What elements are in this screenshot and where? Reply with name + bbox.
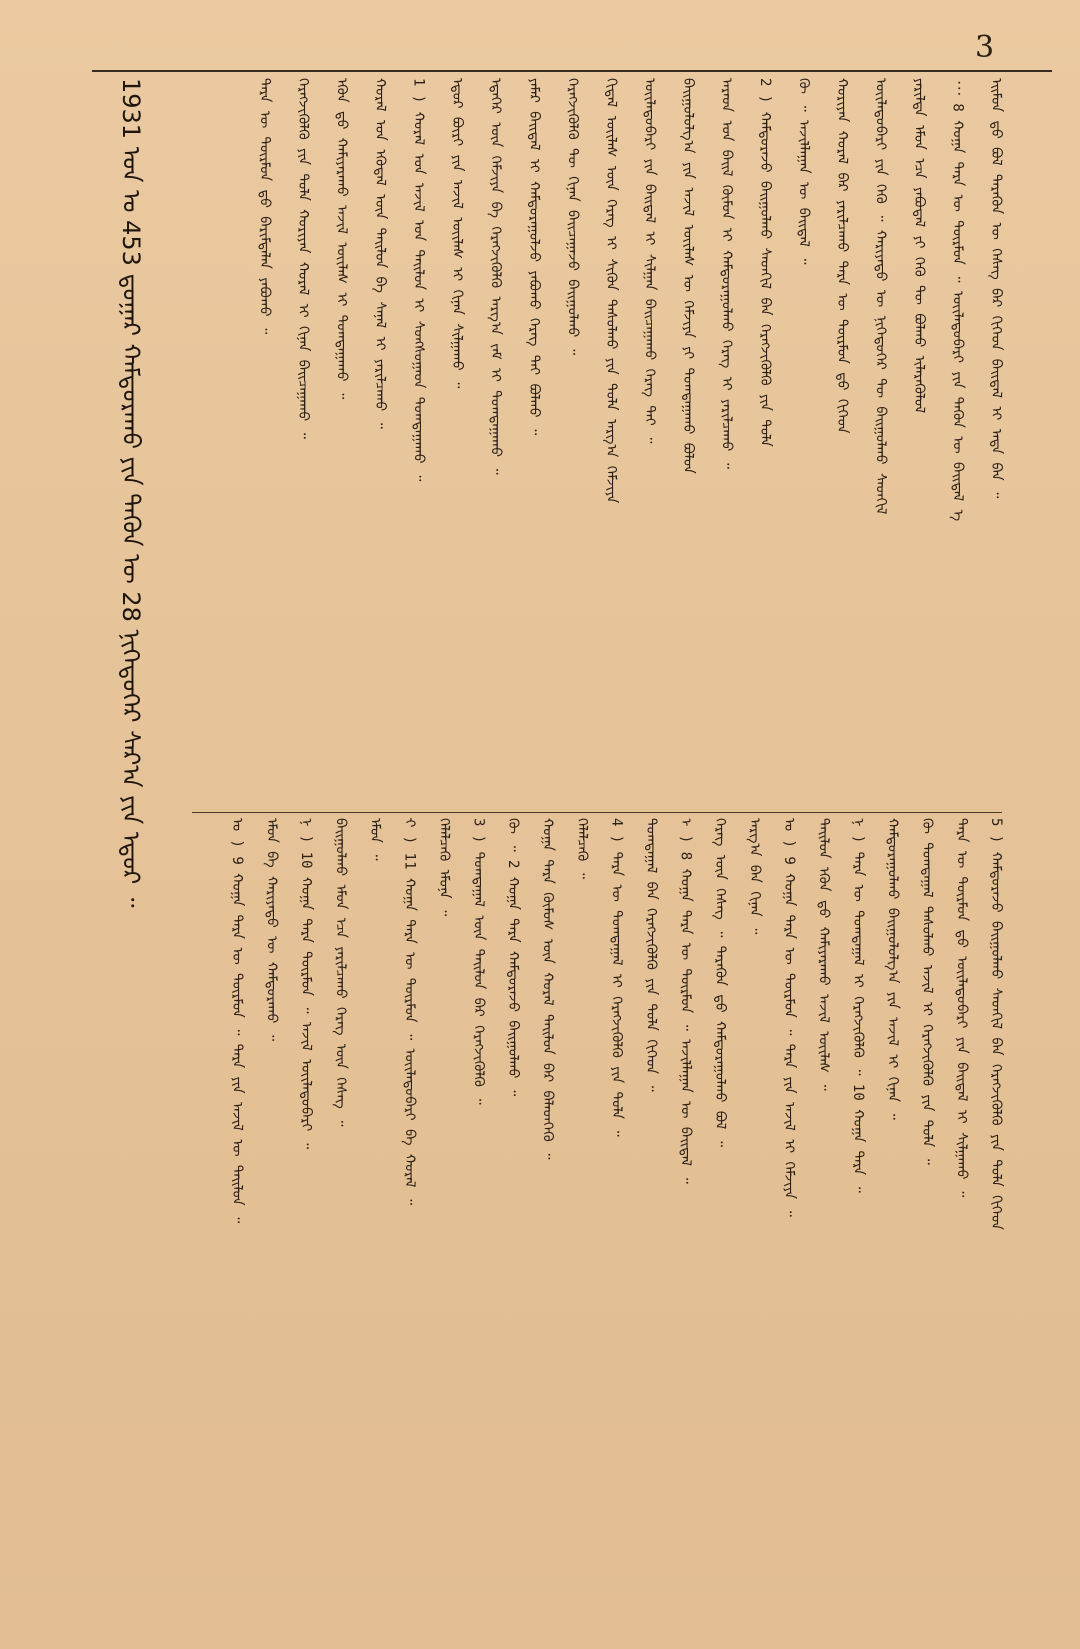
column-text: ᠲᠡᠷᠡ ᠦ ᠳᠦᠷᠮᠦᠨ ᠳ᠋ᠦ ᠦᠢᠯᠡᠳᠦᠪᠡᠷᠢ ᠶᠢᠨ ᠪᠠᠢᠳᠠᠯ ᠢ ᠰᠢᠯᠭᠠᠬᠤ ᠃ [953, 818, 970, 1198]
text-column [431, 818, 457, 1638]
text-column [811, 818, 837, 1638]
column-text: 1 ) ᠬᠤᠷᠠᠯ ᠤᠨ ᠠᠵᠢᠯ ᠤᠨ ᠲᠠᠢᠯᠤᠨ ᠢ ᠰᠣᠩᠰᠣᠭᠠᠳ ᠲᠣᠭᠲᠠᠭᠠᠬᠤ ᠃ [410, 78, 427, 482]
text-column [483, 78, 509, 808]
text-column [466, 818, 492, 1638]
text-column [500, 818, 526, 1638]
footer-date-text: 1931 ᠣᠨ ᠤ 453 ᠳ᠋ᠤᠭᠠᠷ ᠬᠠᠮᠲᠤᠷᠠᠬᠤ ᠶᠢᠨ ᠲᠡᠭᠦᠨ ᠦ 28 ᠨᠢᠭᠡᠳᠦᠭᠡᠷ ᠰᠠᠷ᠎ᠠ ᠶᠢᠨ ᠡᠳᠦᠷ ᠃ [117, 78, 145, 908]
text-column [328, 818, 354, 1638]
column-text: ᠨ ) ᠲᠡᠷᠡ ᠦ ᠲᠣᠭᠲᠠᠭᠠᠯ ᠢ ᠬᠡᠷᠡᠭᠵᠢᠭᠦᠯᠬᠦ ᠃ 10 ᠬᠣᠭᠠ ᠲᠡᠷᠡ ᠃ [850, 818, 866, 1193]
text-column [290, 78, 316, 808]
column-text: ᠲᠠᠢᠯᠤᠨ ᠡᠭᠦᠨ ᠳ᠋ᠦ ᠬᠠᠮᠢᠶᠠᠷᠠᠬᠤ ᠠᠵᠢᠯ ᠦᠢᠯᠡᠰ ᠃ [815, 818, 832, 1091]
column-text: ᠠᠷᠠᠳ ᠤᠨ ᠪᠡᠢᠯ ᠬᠦᠮᠦᠨ ᠢ ᠬᠠᠮᠲᠤᠷᠠᠭᠤᠯᠬᠤ ᠬᠡᠷᠡᠭ ᠢ ᠶᠠᠷᠢᠯᠴᠠᠬᠤ ᠃ [718, 78, 735, 469]
column-text: ᠦᠢᠯᠡᠳᠦᠪᠡᠷᠢ ᠶᠢᠨ ᠪᠠᠢᠳᠠᠯ ᠢ ᠰᠢᠯᠭᠠᠨ ᠪᠠᠢᠴᠠᠭᠠᠬᠤ ᠬᠡᠷᠡᠭ ᠲᠡᠢ ᠃ [641, 78, 658, 444]
section-divider [192, 812, 1002, 813]
column-text: ᠬᠡᠯᠡᠯᠴᠡᠬᠦ ᠃ [574, 818, 590, 879]
column-text: ᠬᠦ ᠃ 2 ᠬᠣᠭᠠ ᠲᠡᠷᠡ ᠬᠠᠮᠲᠤᠷᠠᠵᠤ ᠪᠠᠢᠭᠤᠯᠬᠤ ᠃ [505, 818, 521, 1097]
column-text: ᠶᠠᠷᠢᠯᠲᠠ ᠡᠮᠦᠨ ᠡᠴᠡ ᠶᠠᠪᠤᠳᠠᠯ ᠶᠢ ᠭᠡᠬᠦ ᠲᠦ ᠪᠣᠯᠬᠣ ᠢᠯᠡᠷᠡᠭᠦᠯᠦᠯ [911, 78, 927, 414]
text-column [535, 818, 561, 1638]
text-column [880, 818, 906, 1638]
column-text: ᠦᠢᠯᠡᠳᠦᠪᠡᠷᠢ ᠶᠢᠨ ᠬᠡᠬᠦ ᠃ ᠬᠠᠷᠢᠶᠠᠲᠤ ᠦ ᠨᠢᠭᠡᠳᠦᠭᠡᠷ ᠲᠦ ᠪᠠᠢᠭᠤᠯᠬᠤ ᠰᠡᠳᠬᠢᠯ [872, 78, 889, 515]
text-column [637, 78, 663, 808]
column-text: ᠬᠡᠷᠡᠭᠵᠢᠭᠦᠯᠬᠦ ᠲᠦ ᠬᠢᠨᠠᠨ ᠪᠠᠢᠴᠠᠭᠠᠵᠤ ᠪᠠᠢᠭᠤᠯᠬᠤ ᠃ [564, 78, 581, 355]
column-text: ᠬᠦ ᠲᠣᠭᠲᠠᠭᠠᠯ ᠲᠠᠰᠤᠯᠬᠤ ᠠᠵᠢᠯ ᠢ ᠬᠡᠷᠡᠭᠵᠢᠭᠦᠯᠬᠦ ᠶᠢᠨ ᠲᠤᠯᠠ ᠃ [919, 818, 935, 1165]
column-text: ᠊ᠢ ) 11 ᠬᠣᠭᠠ ᠲᠡᠷᠡ ᠦ ᠳᠦᠷᠮᠦᠨ ᠃ ᠦᠢᠯᠡᠳᠦᠪᠡᠷᠢ ᠪᠠ ᠬᠤᠷᠠᠯ ᠃ [401, 818, 418, 1205]
text-column [949, 818, 975, 1638]
column-text: ᠪᠠᠢᠭᠤᠯᠤᠯᠭ᠎ᠠ ᠶᠢᠨ ᠠᠵᠢᠯ ᠦᠢᠯᠡᠰ ᠦ ᠬᠡᠮᠵᠢᠶᠡ ᠶᠢ ᠲᠣᠭᠲᠠᠭᠠᠬᠤ ᠪᠣᠯᠤᠨ [680, 78, 696, 474]
column-text: ᠲᠣᠭᠲᠠᠭᠠᠯ ᠪᠠᠨ ᠬᠡᠷᠡᠭᠵᠢᠭᠦᠯᠬᠦ ᠶᠢᠨ ᠲᠤᠯᠠ ᠬᠢᠭᠡᠳ ᠃ [643, 818, 659, 1092]
column-text: ᠡᠳᠦᠷ ᠪᠦᠷᠢ ᠶᠢᠨ ᠠᠵᠢᠯ ᠦᠢᠯᠡᠰ ᠢ ᠬᠢᠨᠠᠨ ᠰᠢᠯᠭᠠᠬᠤ ᠃ [449, 78, 465, 389]
text-column [604, 818, 630, 1638]
column-text: ᠶᠠᠮᠠᠷ ᠪᠠᠢᠳᠠᠯ ᠢ ᠬᠠᠮᠲᠤᠷᠠᠭᠤᠯᠵᠤ ᠶᠠᠪᠤᠬᠤ ᠬᠡᠷᠡᠭ ᠲᠡᠢ ᠪᠣᠯᠬᠤ ᠃ [526, 78, 542, 436]
text-column [675, 78, 701, 808]
column-text: ᠤ ) 9 ᠬᠣᠭᠠ ᠲᠡᠷᠡ ᠦ ᠳᠦᠷᠮᠦᠨ ᠃ ᠲᠡᠷᠡ ᠶᠢᠨ ᠠᠵᠢᠯ ᠦ ᠲᠠᠢᠯᠤᠨ ᠃ [229, 818, 245, 1224]
text-column [293, 818, 319, 1638]
text-column [638, 818, 664, 1638]
text-column [252, 78, 278, 808]
text-column [367, 78, 393, 808]
column-text: ᠬᠢᠳᠠᠯ ᠦᠢᠯᠡᠰ ᠦᠨ ᠬᠡᠷᠡᠭ ᠢ ᠰᠢᠭᠦᠨ ᠲᠠᠰᠤᠯᠬᠤ ᠶᠢᠨ ᠲᠤᠯᠠ ᠠᠷᠭ᠎ᠠ ᠬᠡᠮᠵᠢᠶᠡ [603, 78, 619, 504]
column-text: ᠲᠡᠷᠡ ᠦ ᠳᠦᠷᠮᠦᠨ ᠳ᠋ᠤ ᠪᠠᠷᠢᠮᠲᠠᠯᠠᠨ ᠶᠠᠪᠤᠬᠤ ᠃ [256, 78, 273, 335]
column-text: ᠬᠡᠷᠡᠭᠵᠢᠭᠦᠯᠬᠦ ᠶᠢᠨ ᠲᠤᠯᠠ ᠬᠣᠷᠢᠶᠠᠨ ᠬᠤᠷᠠᠯ ᠢ ᠬᠢᠨᠠᠨ ᠪᠠᠢᠴᠠᠭᠠᠬᠤ ᠃ [295, 78, 311, 439]
column-text: ᠠᠷᠭ᠎ᠠ ᠪᠠᠨ ᠬᠢᠨᠠᠨ ᠃ [746, 818, 763, 935]
text-column [560, 78, 586, 808]
column-text: 2 ) ᠬᠠᠮᠲᠤᠷᠠᠵᠤ ᠪᠠᠢᠭᠤᠯᠬᠤ ᠰᠡᠳᠬᠢᠯ ᠪᠠᠨ ᠬᠡᠷᠡᠭᠵᠢᠭᠦᠯᠬᠦ ᠶᠢᠨ ᠲᠤᠯᠠ [757, 78, 773, 447]
text-column [983, 818, 1009, 1638]
column-text: ᠨ᠋ ) 8 ᠬᠣᠭᠠ ᠲᠡᠷᠡ ᠦ ᠳᠦᠷᠮᠦᠨ ᠃ ᠠᠵᠢᠯᠯᠠᠭᠠᠨ ᠦ ᠪᠠᠢᠳᠠᠯ ᠃ [677, 818, 694, 1184]
text-column [707, 818, 733, 1638]
text-column [673, 818, 699, 1638]
text-column [397, 818, 423, 1638]
text-column [752, 78, 778, 808]
text-column [945, 78, 971, 808]
column-text: ᠤ ) 9 ᠬᠣᠭᠠ ᠲᠡᠷᠡ ᠦ ᠳᠦᠷᠮᠦᠨ ᠃ ᠲᠡᠷᠡ ᠶᠢᠨ ᠠᠵᠢᠯ ᠢ ᠬᠡᠮᠵᠢᠶᠡ ᠃ [781, 818, 797, 1217]
text-column [329, 78, 355, 808]
column-text: ᠡᠮᠦᠨ ᠪᠠ ᠬᠠᠷᠢᠶᠠᠲᠤ ᠦ ᠬᠠᠮᠲᠤᠷᠠᠬᠤ ᠃ [263, 818, 280, 1041]
text-column [983, 78, 1009, 808]
header-rule [92, 70, 1052, 72]
text-column [714, 78, 740, 808]
column-text: ᠬᠣᠷᠢᠶᠠᠨ ᠬᠤᠷᠠᠯ ᠪᠡᠷ ᠶᠠᠷᠢᠯᠴᠠᠬᠤ ᠲᠡᠷᠡ ᠦ ᠳᠦᠷᠮᠦᠨ ᠳ᠋ᠤ ᠬᠢᠭᠡᠳ [834, 78, 850, 434]
text-column [406, 78, 432, 808]
text-column [521, 78, 547, 808]
column-text: ᠪᠠᠢᠭᠤᠯᠬᠤ ᠡᠮᠦᠨ ᠡᠴᠡ ᠶᠠᠷᠢᠯᠴᠠᠬᠤ ᠬᠡᠷᠡᠭ ᠦᠨ ᠬᠡᠰᠡᠭ ᠃ [332, 818, 349, 1127]
text-column [906, 78, 932, 808]
text-column [845, 818, 871, 1638]
column-text: ᠬᠡᠷᠡᠭ ᠦᠨ ᠬᠡᠰᠡᠭ ᠃ ᠲᠡᠷᠡᠭᠦᠨ ᠳ᠋ᠦ ᠬᠠᠮᠲᠤᠷᠠᠭᠤᠯᠬᠤ ᠪᠣᠯ ᠃ [712, 818, 728, 1147]
text-column [914, 818, 940, 1638]
column-text: ᠬᠦ ᠃ ᠠᠵᠢᠯᠯᠠᠭᠠᠨ ᠦ ᠪᠠᠢᠳᠠᠯ ᠃ [795, 78, 812, 265]
text-column [829, 78, 855, 808]
column-text: ᠡᠳᠡᠭᠡᠷ ᠦᠨ ᠬᠡᠮᠵᠢᠶᠡ ᠪᠠ ᠬᠡᠷᠡᠭᠵᠢᠭᠦᠯᠬᠦ ᠠᠷᠭ᠎ᠠ ᠵᠠᠮ ᠢ ᠲᠣᠭᠲᠠᠭᠠᠬᠤ ᠃ [487, 78, 504, 475]
text-column [598, 78, 624, 808]
column-text: ᠨ ) 10 ᠬᠣᠭᠠ ᠲᠡᠷᠡ ᠳᠦᠷᠮᠦᠨ ᠃ ᠠᠵᠢᠯ ᠦᠢᠯᠡᠳᠦᠪᠡᠷᠢ ᠃ [298, 818, 314, 1149]
column-text: 5 ) ᠬᠠᠮᠲᠤᠷᠠᠵᠤ ᠪᠠᠢᠭᠤᠯᠬᠤ ᠰᠡᠳᠬᠢᠯ ᠪᠠᠨ ᠬᠡᠷᠡᠭᠵᠢᠭᠦᠯᠬᠦ ᠶᠢᠨ ᠲᠤᠯᠠ ᠬᠢᠭᠡᠳ [988, 818, 1004, 1230]
text-column [224, 818, 250, 1638]
page-number: 3 [975, 30, 995, 65]
text-column [259, 818, 285, 1638]
text-column [868, 78, 894, 808]
text-column [362, 818, 388, 1638]
column-text: ᠬᠣᠭᠠ ᠲᠡᠷᠡ ᠬᠦᠮᠦᠰ ᠦᠨ ᠬᠤᠷᠠᠯ ᠲᠠᠢᠯᠤᠨ ᠪᠠᠷ ᠪᠡᠯᠡᠳᠬᠡᠬᠦ ᠃ [539, 818, 556, 1160]
column-text: ᠬᠤᠷᠠᠯ ᠤᠨ ᠡᠭᠦᠳᠡᠯ ᠦᠨ ᠲᠠᠢᠯᠤᠨ ᠪᠠ ᠰᠠᠨᠠᠯ ᠢ ᠶᠠᠷᠢᠯᠴᠠᠬᠤ ᠃ [372, 78, 388, 429]
column-text: ᠂᠂᠂ 8 ᠬᠣᠭᠠ ᠲᠡᠷᠡ ᠦ ᠳᠦᠷᠮᠦᠨ ᠃ ᠦᠢᠯᠡᠳᠦᠪᠡᠷᠢ ᠶᠢᠨ ᠲᠡᠭᠦᠨ ᠦ ᠪᠠᠢᠳᠠᠯ ᠡ [949, 78, 966, 522]
column-text: ᠬᠠᠮᠲᠤᠷᠠᠭᠤᠯᠬᠤ ᠪᠠᠢᠭᠤᠯᠤᠯᠭ᠎ᠠ ᠶᠢᠨ ᠠᠵᠢᠯ ᠢ ᠬᠢᠨᠠᠨ ᠃ [884, 818, 901, 1120]
text-column [742, 818, 768, 1638]
column-text: ᠬᠡᠯᠡᠯᠴᠡᠬᠦ ᠡᠮᠦᠨᠡ ᠃ [436, 818, 452, 917]
column-text: ᠡᠭᠦᠨ ᠳ᠋ᠦ ᠬᠠᠮᠢᠶᠠᠷᠠᠬᠤ ᠠᠵᠢᠯ ᠦᠢᠯᠡᠰ ᠢ ᠲᠣᠭᠲᠠᠭᠠᠬᠤ ᠃ [333, 78, 350, 400]
column-text: ᠡᠮᠦᠨ ᠃ [367, 818, 383, 861]
column-text: ᠡᠢᠮᠦᠨ ᠳ᠋ᠤ ᠪᠣᠯ ᠲᠡᠷᠡᠭᠦᠨ ᠦ ᠬᠡᠰᠡᠭ ᠪᠠᠷ ᠬᠢᠭᠡᠳ ᠪᠠᠢᠳᠠᠯ ᠢ ᠡᠨᠳᠡ ᠪᠡᠨ ᠃ [988, 78, 1004, 499]
column-text: 3 ) ᠲᠣᠭᠲᠠᠭᠠᠯ ᠦᠨ ᠲᠠᠢᠯᠤᠨ ᠪᠠᠷ ᠬᠡᠷᠡᠭᠵᠢᠭᠦᠯᠬᠦ ᠃ [470, 818, 487, 1105]
text-column [569, 818, 595, 1638]
text-column [791, 78, 817, 808]
text-column [444, 78, 470, 808]
footer-date-line [108, 78, 154, 1643]
column-text: 4 ) ᠲᠡᠷᠡ ᠦ ᠲᠣᠭᠲᠠᠭᠠᠯ ᠢ ᠬᠡᠷᠡᠭᠵᠢᠭᠦᠯᠬᠦ ᠶᠢᠨ ᠲᠤᠯᠠ ᠃ [608, 818, 625, 1137]
text-column [776, 818, 802, 1638]
